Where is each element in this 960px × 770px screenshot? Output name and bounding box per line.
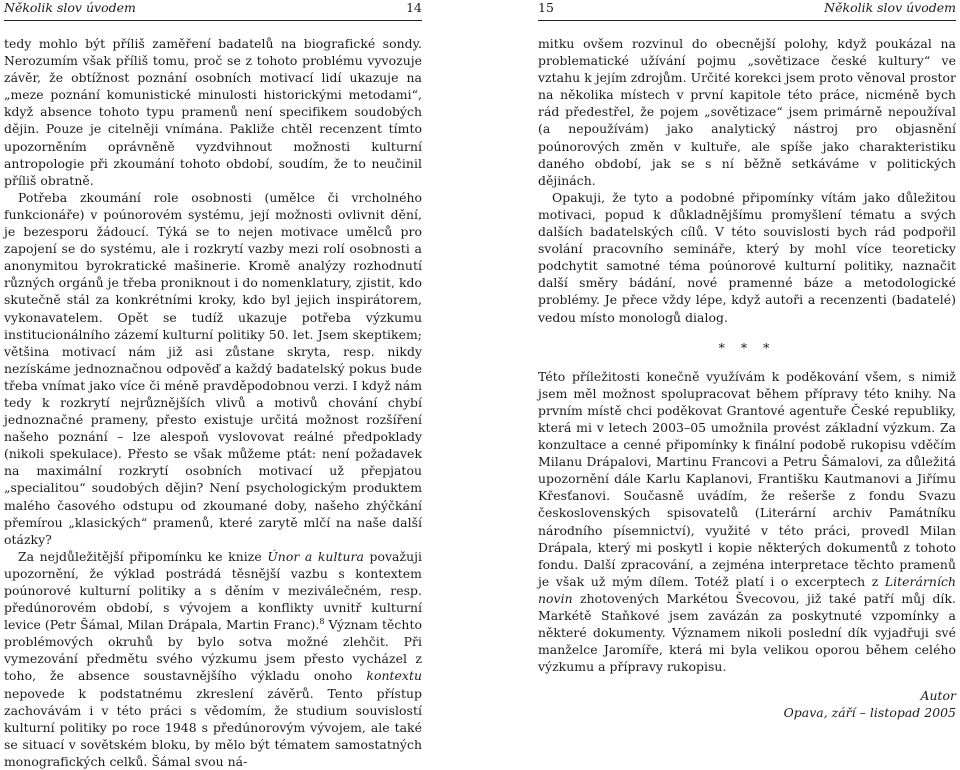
footnote-marker: 8 bbox=[319, 617, 325, 627]
left-page bbox=[4, 0, 422, 770]
paragraph: Opakuji, že tyto a podobné připomínky vítám jako důležitou motivaci, popud k důkladnějšímu promyšlení tématu a svých dalších badatelských cílů. V této souvislosti bych rád podpořil svolání pracovního semináře, který by mohl více teoreticky podchytit samotné téma poúnorové kulturní politiky, naznačit další směry bádání, nové pramenné báze a metodologické problémy. Je přece vždy lépe, když autoři a recenzenti (badatelé) vedou místo monologů dialog. bbox=[538, 189, 956, 325]
paragraph: Potřeba zkoumání role osobnosti (umělce či vrcholného funkcionáře) v poúnorovém systému, její možnosti ovlivnit dění, je bezesporu žádoucí. Týká se to nejen motivace umělců pro zapojení se do systému, ale i rozkrytí vazby mezi rolí osobnosti a anonymitou byrokratické mašinerie. Kromě analýzy rozhodnutí různých orgánů je třeba proniknout i do nomenklatury, zjistit, kdo skutečně stál za konkrétními kroky, kdo byl jejich inspirátorem, vykonavatelem. Opět se tudíž ukazuje potřeba výzkumu institucionálního zázemí kulturní politiky 50. let. Jsem skeptikem; většina motivací nám již asi zůstane skryta, resp. nikdy nezískáme jednoznačnou odpověď a každý badatelský pokus bude třeba vnímat jako více či méně pravděpodobnou verzi. I když nám tedy k rozkrytí nejrůznějších vlivů a motivů chování chybí jednoznačné prameny, přesto existuje určitá možnost rozšíření našeho poznání – lze alespoň vyslovovat reálné předpoklady (nikoli spekulace). Přesto se však můžeme ptát: není požadavek na maximální rozkrytí osobních motivací už přepjatou „specialitou“ soudobých dějin? Není psychologickým produktem malého časového odstupu od zkoumané doby, našeho zhýčkání přemírou „klasických“ pramenů, které zarytě mlčí na naše další otázky? bbox=[4, 189, 422, 547]
signature-author: Autor bbox=[920, 688, 956, 704]
page-number: 15 bbox=[538, 0, 554, 15]
left-page-body bbox=[4, 35, 422, 770]
paragraph: Této příležitosti konečně využívám k poděkování všem, s nimiž jsem měl možnost spolupracovat během přípravy této knihy. Na prvním místě chci poděkovat Grantové agentuře České republiky, která mi v letech 2003–05 umožnila provést základní výzkum. Za konzultace a cenné připomínky k finální podobě rukopisu vděčím Milanu Drápalovi, Martinu Francovi a Petru Šámalovi, za důležitá upozornění dále Karlu Kaplanovi, Františku Kautmanovi a Jiřímu Křesťanovi. Současně uvádím, že rešerše z fondu Svazu československých spisovatelů (Literární archiv Památníku národního písemnictví), využité v této práci, provedl Milan Drápala, který mi poskytl i kopie některých dokumentů z tohoto fondu. Další zpracování, a zejména interpretace těchto pramenů je však už mým dílem. Totéž platí i o excerptech z Literárních novin zhotovených Markétou Švecovou, již také patří můj dík. Markétě Staňkové jsem zavázán za poskytnuté vzpomínky a některé dokumenty. Významem nikoli poslední dík vyjadřuji své manželce Jaromíře, která mi byla velikou oporou během celého výzkumu a přípravy rukopisu. bbox=[538, 368, 956, 675]
paragraph: Za nejdůležitější připomínku ke knize Únor a kultura považuji upozornění, že výklad postrádá těsnější vazbu s kontextem poúnorové kulturní politiky a s děním v meziválečném, resp. předúnorovém období, s vývojem a konflikty uvnitř kulturní levice (Petr Šámal, Milan Drápala, Martin Franc).$^8$ Význam těchto problémových okruhů by bylo sotva možné zlehčit. Při vymezování předmětu svého výzkumu jsem přesto vycházel z toho, že absence soustavnějšího výkladu onoho kontextu nepovede k podstatnému zkreslení závěrů. Tento přístup zachovávám i v této práci s vědomím, že studium souvislostí kulturní politiky po roce 1948 s předúnorovým vývojem, ale také se situací v sovětském bloku, by mělo být tématem samostatných monografických celků. Šámal svou ná- bbox=[4, 548, 423, 769]
signature-place-date: Opava, září – listopad 2005 bbox=[783, 705, 956, 721]
italic-title: kontextu bbox=[366, 668, 422, 684]
running-head-title: Několik slov úvodem bbox=[4, 0, 136, 15]
page-number: 14 bbox=[406, 0, 422, 15]
italic-title: Literárních novin bbox=[538, 573, 956, 606]
left-page-header bbox=[4, 0, 422, 21]
italic-title: Únor a kultura bbox=[267, 548, 364, 564]
signature bbox=[538, 687, 956, 721]
paragraph: tedy mohlo být příliš zaměření badatelů na biografické sondy. Nerozumím však příliš tomu, proč se z tohoto problému vyvozuje závěr, že obtížnost poznání osobních motivací lidí ukazuje na „meze poznání komunistické minulosti historickými metodami“, když absence tohoto typu pramenů není specifikem soudobých dějin. Pouze je citelněji vnímána. Pakliže chtěl recenzent tímto upozorněním oprávněně vyzdvihnout možnosti kulturní antropologie při zkoumání tohoto období, soudím, že to neučinil příliš obratně. bbox=[4, 36, 422, 188]
running-head-title: Několik slov úvodem bbox=[824, 0, 956, 15]
section-separator: * * * bbox=[718, 339, 776, 355]
paragraph: mitku ovšem rozvinul do obecnější polohy, když poukázal na problematické užívání pojmu „sovětizace české kultury“ ve vztahu k jejím zdrojům. Určité korekci jsem proto věnoval prostor na několika místech v první kapitole této práce, nicméně bych rád předestřel, že pojem „sovětizace“ jsem primárně nepoužíval (a nepoužívám) jako analytický nástroj pro objasnění poúnorových změn v kultuře, ale spíše jako charakteristiku daného období, jak se s ní běžně setkáváme v politických dějinách. bbox=[538, 36, 956, 188]
right-page-body bbox=[538, 35, 956, 722]
right-page bbox=[538, 0, 956, 722]
right-page-header bbox=[538, 0, 956, 21]
